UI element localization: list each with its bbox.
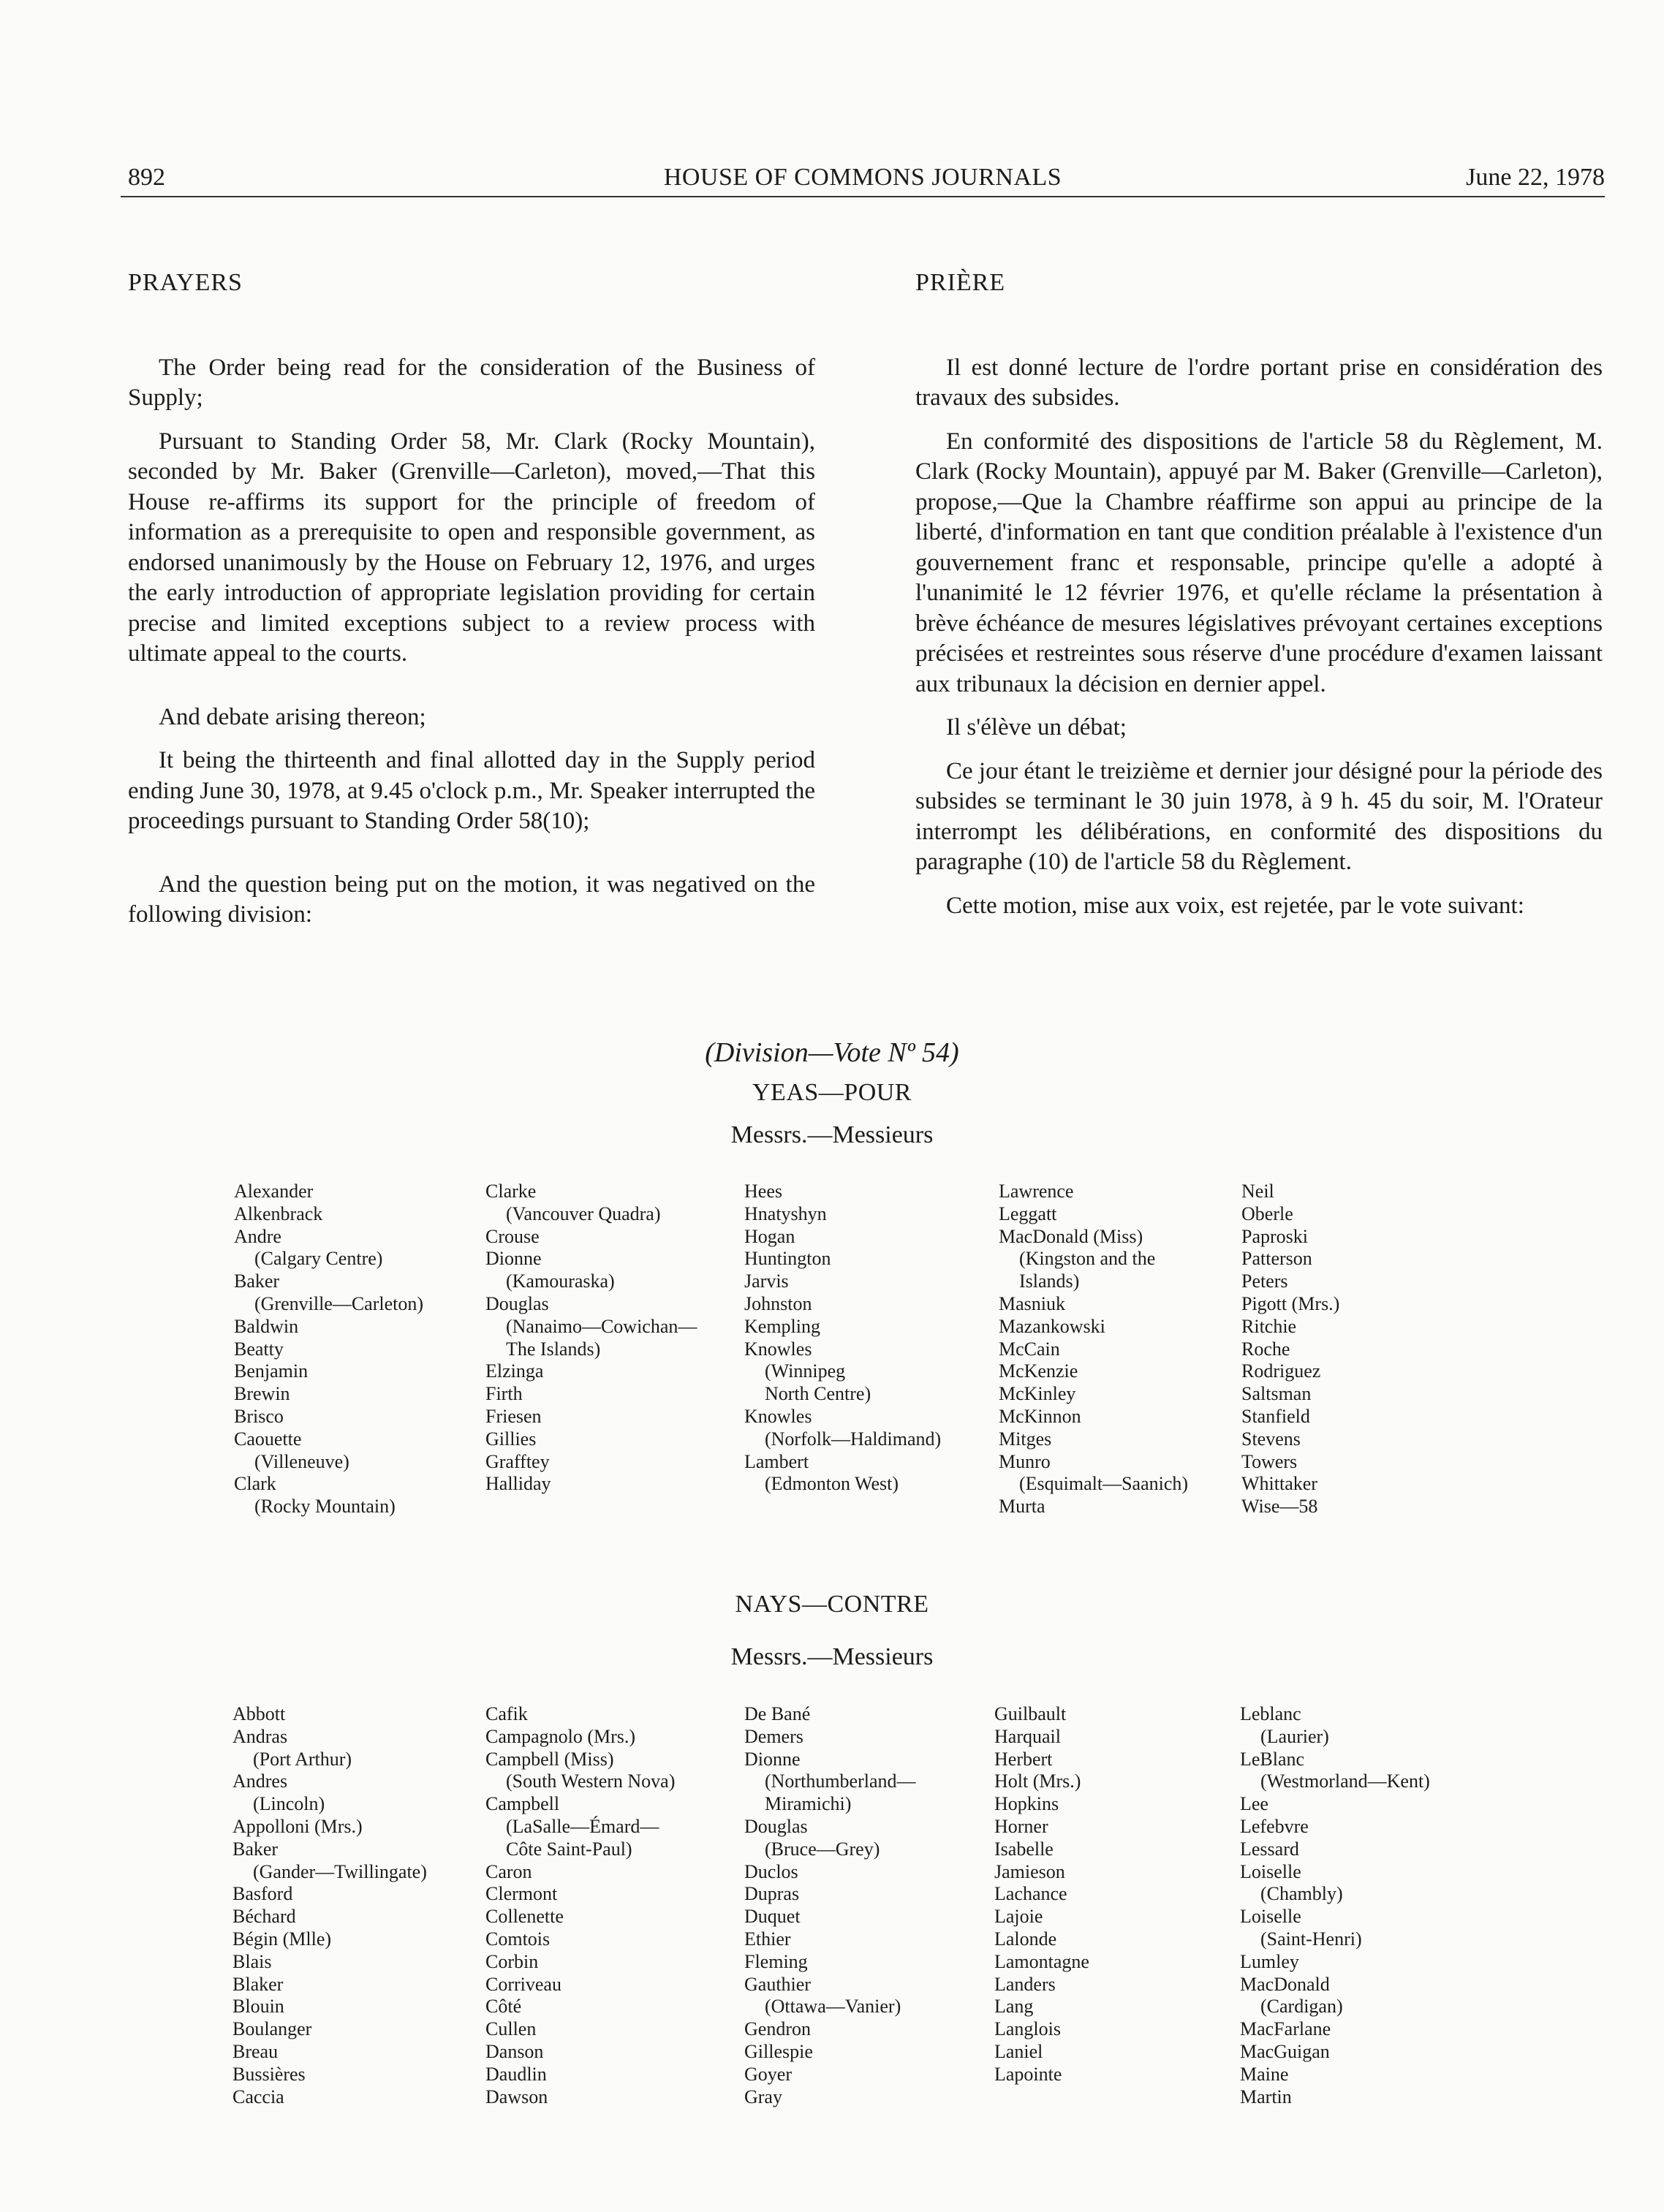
member-name: Ritchie: [1241, 1315, 1297, 1337]
member-name: Pigott (Mrs.): [1241, 1292, 1340, 1314]
member-name: (Esquimalt—Saanich): [1019, 1473, 1189, 1495]
member-name: Bégin (Mlle): [232, 1928, 332, 1950]
french-heading: PRIÈRE: [915, 269, 1006, 296]
member-name: Horner: [994, 1815, 1048, 1837]
member-name: (Port Arthur): [253, 1748, 352, 1770]
name-column: [232, 1703, 427, 2108]
member-name: (Calgary Centre): [254, 1248, 383, 1270]
member-name: Miramichi): [765, 1793, 852, 1815]
page-number: 892: [128, 164, 165, 191]
name-column: [994, 1703, 1089, 2086]
member-name: Brewin: [234, 1383, 290, 1405]
member-name: Andres: [232, 1770, 288, 1792]
member-name: Goyer: [744, 2063, 792, 2085]
name-column: [1240, 1703, 1430, 2108]
member-name: Roche: [1241, 1338, 1290, 1360]
member-name: (Villeneuve): [254, 1450, 349, 1472]
division-title: (Division—Vote Nº 54): [705, 1037, 959, 1068]
member-name: Mazankowski: [999, 1315, 1105, 1337]
member-name: Lawrence: [999, 1181, 1074, 1202]
member-name: Lapointe: [994, 2063, 1062, 2085]
member-name: (Kingston and the: [1019, 1248, 1156, 1270]
member-name: Dionne: [744, 1748, 801, 1770]
member-name: Hnatyshyn: [744, 1202, 827, 1224]
member-name: Stevens: [1241, 1428, 1301, 1450]
member-name: Comtois: [485, 1928, 551, 1950]
yeas-heading: YEAS—POUR: [752, 1079, 912, 1106]
member-name: Baldwin: [234, 1315, 299, 1337]
member-name: Benjamin: [234, 1360, 309, 1382]
member-name: Lambert: [744, 1450, 809, 1472]
member-name: Alexander: [234, 1181, 314, 1202]
member-name: Andras: [232, 1725, 288, 1747]
member-name: MacGuigan: [1240, 2040, 1330, 2062]
member-name: Hees: [744, 1181, 782, 1202]
member-name: Boulanger: [232, 2018, 312, 2040]
member-name: Huntington: [744, 1248, 831, 1270]
member-name: Côté: [485, 1996, 522, 2018]
english-paragraph: And the question being put on the motion, it was negatived on the following division:: [128, 871, 815, 928]
member-name: Gray: [744, 2086, 782, 2107]
member-name: (Norfolk—Haldimand): [765, 1428, 942, 1450]
member-name: Appolloni (Mrs.): [232, 1815, 363, 1837]
member-name: Caron: [485, 1860, 532, 1882]
member-name: Towers: [1241, 1450, 1298, 1472]
member-name: Collenette: [485, 1906, 564, 1928]
member-name: Gillespie: [744, 2040, 813, 2062]
member-name: Danson: [485, 2040, 544, 2062]
member-name: Lee: [1240, 1793, 1268, 1815]
member-name: (Westmorland—Kent): [1260, 1770, 1430, 1792]
member-name: (Chambly): [1260, 1883, 1343, 1905]
member-name: Loiselle: [1240, 1906, 1301, 1928]
member-name: McKenzie: [999, 1360, 1078, 1382]
member-name: (South Western Nova): [506, 1770, 676, 1792]
member-name: Duquet: [744, 1906, 801, 1928]
journal-date: June 22, 1978: [1466, 164, 1605, 191]
member-name: Hogan: [744, 1225, 795, 1247]
member-name: (Grenville—Carleton): [254, 1292, 424, 1314]
name-column: [234, 1181, 423, 1518]
member-name: Campagnolo (Mrs.): [485, 1725, 636, 1747]
member-name: North Centre): [765, 1383, 871, 1405]
member-name: Clarke: [485, 1181, 537, 1202]
member-name: (Edmonton West): [765, 1473, 899, 1495]
member-name: Crouse: [485, 1225, 540, 1247]
member-name: Baker: [232, 1838, 279, 1860]
member-name: The Islands): [506, 1338, 601, 1360]
member-name: Firth: [485, 1383, 523, 1405]
member-name: Cullen: [485, 2018, 537, 2040]
english-heading: PRAYERS: [128, 269, 243, 296]
member-name: Dupras: [744, 1883, 800, 1905]
member-name: Caouette: [234, 1428, 302, 1450]
member-name: Daudlin: [485, 2063, 547, 2085]
member-name: Clermont: [485, 1883, 558, 1905]
member-name: (Winnipeg: [765, 1360, 846, 1382]
member-name: Holt (Mrs.): [994, 1770, 1081, 1792]
member-name: Campbell (Miss): [485, 1748, 614, 1770]
member-name: Wise—58: [1241, 1496, 1318, 1518]
member-name: Kempling: [744, 1315, 820, 1337]
member-name: (Northumberland—: [765, 1770, 916, 1792]
english-paragraph: Pursuant to Standing Order 58, Mr. Clark (Rocky Mountain), seconded by Mr. Baker (Grenville—Carleton), moved,—That this House re-affirms its support for the principle of freedom of information as a prerequisite to open and responsible government, as endorsed unanimously by the House on February 12, 1976, and urges the early introduction of appropriate legislation providing for certain precise and limited exceptions subject to a review process with ultimate appeal to the courts.: [128, 428, 815, 667]
member-name: Neil: [1241, 1181, 1274, 1202]
member-name: Lachance: [994, 1883, 1067, 1905]
member-name: (Gander—Twillingate): [253, 1860, 427, 1882]
member-name: Lessard: [1240, 1838, 1299, 1860]
name-column: [1241, 1181, 1339, 1518]
member-name: Patterson: [1241, 1248, 1312, 1270]
member-name: Leggatt: [999, 1202, 1057, 1224]
member-name: Lefebvre: [1240, 1815, 1309, 1837]
member-name: Côte Saint-Paul): [506, 1838, 632, 1860]
french-paragraph: Il est donné lecture de l'ordre portant prise en considération des travaux des subsides.: [915, 354, 1603, 411]
member-name: Gendron: [744, 2018, 811, 2040]
member-name: (Bruce—Grey): [765, 1838, 880, 1860]
name-column: [485, 1181, 697, 1496]
member-name: (Ottawa—Vanier): [765, 1996, 901, 2018]
member-name: Loiselle: [1240, 1860, 1301, 1882]
member-name: MacFarlane: [1240, 2018, 1331, 2040]
member-name: Friesen: [485, 1405, 542, 1427]
member-name: Masniuk: [999, 1292, 1065, 1314]
member-name: Knowles: [744, 1405, 812, 1427]
french-paragraph: Il s'élève un débat;: [946, 714, 1127, 741]
journal-title: HOUSE OF COMMONS JOURNALS: [663, 164, 1062, 191]
member-name: De Bané: [744, 1703, 811, 1724]
member-name: Knowles: [744, 1338, 812, 1360]
english-paragraph: And debate arising thereon;: [159, 703, 426, 730]
member-name: Basford: [232, 1883, 293, 1905]
english-column: [128, 262, 815, 944]
member-name: Saltsman: [1241, 1383, 1312, 1405]
header-rule: [121, 196, 1605, 197]
member-name: Hopkins: [994, 1793, 1059, 1815]
member-name: Béchard: [232, 1906, 296, 1928]
member-name: Elzinga: [485, 1360, 544, 1382]
english-paragraph: The Order being read for the consideration of the Business of Supply;: [128, 354, 815, 411]
name-column: [485, 1703, 675, 2108]
name-column: [744, 1703, 916, 2108]
member-name: McKinnon: [999, 1405, 1081, 1427]
member-name: Murta: [999, 1496, 1045, 1518]
member-name: Islands): [1019, 1270, 1080, 1292]
member-name: Demers: [744, 1725, 803, 1747]
member-name: (Vancouver Quadra): [506, 1202, 661, 1224]
member-name: Lamontagne: [994, 1950, 1089, 1972]
member-name: Harquail: [994, 1725, 1061, 1747]
member-name: Herbert: [994, 1748, 1053, 1770]
member-name: (Kamouraska): [506, 1270, 615, 1292]
member-name: Maine: [1240, 2063, 1289, 2085]
member-name: (LaSalle—Émard—: [506, 1815, 659, 1837]
nays-subheading: Messrs.—Messieurs: [730, 1643, 934, 1670]
member-name: Beatty: [234, 1338, 284, 1360]
member-name: Andre: [234, 1225, 281, 1247]
member-name: Blouin: [232, 1996, 284, 2018]
name-column: [999, 1181, 1188, 1518]
member-name: Johnston: [744, 1292, 812, 1314]
member-name: Campbell: [485, 1793, 560, 1815]
member-name: MacDonald: [1240, 1973, 1330, 1995]
member-name: Lang: [994, 1996, 1034, 2018]
member-name: Fleming: [744, 1950, 808, 1972]
member-name: Douglas: [744, 1815, 808, 1837]
member-name: Blaker: [232, 1973, 284, 1995]
french-column: [915, 262, 1603, 934]
member-name: Gillies: [485, 1428, 537, 1450]
member-name: Langlois: [994, 2018, 1061, 2040]
member-name: Dionne: [485, 1248, 542, 1270]
member-name: Alkenbrack: [234, 1202, 323, 1224]
member-name: Grafftey: [485, 1450, 550, 1472]
member-name: Martin: [1240, 2086, 1292, 2107]
member-name: (Laurier): [1260, 1725, 1329, 1747]
member-name: (Saint-Henri): [1260, 1928, 1362, 1950]
member-name: Lalonde: [994, 1928, 1057, 1950]
english-paragraph: It being the thirteenth and final allotted day in the Supply period ending June 30, 1978, at 9.45 o'clock p.m., Mr. Speaker interrupted the proceedings pursuant to Standing Order 58(10);: [128, 747, 815, 834]
member-name: Cafik: [485, 1703, 528, 1724]
member-name: Mitges: [999, 1428, 1052, 1450]
member-name: Laniel: [994, 2040, 1043, 2062]
member-name: Duclos: [744, 1860, 798, 1882]
french-paragraph: Ce jour étant le treizième et dernier jour désigné pour la période des subsides se terminant le 30 juin 1978, à 9 h. 45 du soir, M. l'Orateur interrompt les délibérations, en conformité des dispositions du paragraphe (10) de l'article 58 du Règlement.: [915, 757, 1603, 875]
member-name: (Rocky Mountain): [254, 1496, 396, 1518]
member-name: Corbin: [485, 1950, 539, 1972]
member-name: Corriveau: [485, 1973, 561, 1995]
member-name: Bussières: [232, 2063, 306, 2085]
page-header: [121, 164, 1605, 200]
member-name: MacDonald (Miss): [999, 1225, 1143, 1247]
member-name: Whittaker: [1241, 1473, 1317, 1495]
member-name: Isabelle: [994, 1838, 1054, 1860]
french-paragraph: Cette motion, mise aux voix, est rejetée, par le vote suivant:: [946, 892, 1524, 919]
member-name: Abbott: [232, 1703, 286, 1724]
member-name: Guilbault: [994, 1703, 1067, 1724]
member-name: Douglas: [485, 1292, 549, 1314]
member-name: Paproski: [1241, 1225, 1308, 1247]
member-name: Stanfield: [1241, 1405, 1310, 1427]
member-name: Blais: [232, 1950, 272, 1972]
member-name: (Nanaimo—Cowichan—: [506, 1315, 697, 1337]
member-name: Peters: [1241, 1270, 1288, 1292]
member-name: (Lincoln): [253, 1793, 325, 1815]
member-name: Gauthier: [744, 1973, 811, 1995]
member-name: McCain: [999, 1338, 1060, 1360]
member-name: Halliday: [485, 1473, 551, 1495]
member-name: Rodriguez: [1241, 1360, 1321, 1382]
nays-heading: NAYS—CONTRE: [735, 1591, 929, 1618]
member-name: Clark: [234, 1473, 276, 1495]
member-name: (Cardigan): [1260, 1996, 1343, 2018]
member-name: Brisco: [234, 1405, 284, 1427]
name-column: [744, 1181, 941, 1496]
member-name: Jarvis: [744, 1270, 789, 1292]
member-name: McKinley: [999, 1383, 1076, 1405]
member-name: Lajoie: [994, 1906, 1043, 1928]
member-name: Dawson: [485, 2086, 548, 2107]
member-name: LeBlanc: [1240, 1748, 1305, 1770]
member-name: Breau: [232, 2040, 279, 2062]
member-name: Munro: [999, 1450, 1051, 1472]
member-name: Leblanc: [1240, 1703, 1301, 1724]
member-name: Jamieson: [994, 1860, 1065, 1882]
member-name: Lumley: [1240, 1950, 1299, 1972]
member-name: Caccia: [232, 2086, 284, 2107]
yeas-subheading: Messrs.—Messieurs: [730, 1121, 934, 1148]
member-name: Landers: [994, 1973, 1056, 1995]
member-name: Baker: [234, 1270, 280, 1292]
member-name: Oberle: [1241, 1202, 1293, 1224]
french-paragraph: En conformité des dispositions de l'article 58 du Règlement, M. Clark (Rocky Mountain), appuyé par M. Baker (Grenville—Carleton), propose,—Que la Chambre réaffirme son appui au principe de la liberté, d'information en tant que condition préalable à l'existence d'un gouvernement franc et responsable, principe qu'elle a adopté à l'unanimité le 12 février 1976, et qu'elle réclame la présentation à brève échéance de mesures législatives prévoyant certaines exceptions précisées et restreintes sous réserve d'une procédure d'examen laissant aux tribunaux la décision en dernier appel.: [915, 428, 1603, 697]
member-name: Ethier: [744, 1928, 791, 1950]
